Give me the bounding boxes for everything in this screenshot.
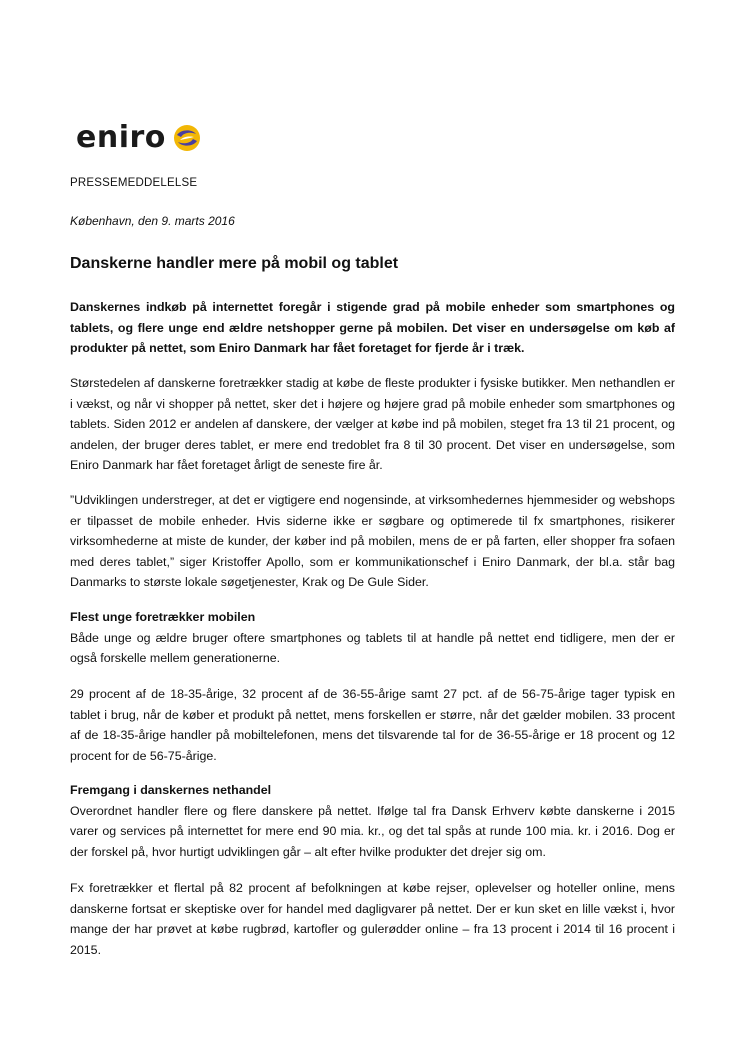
eniro-logo (76, 121, 202, 155)
body-paragraph-1: Størstedelen af danskerne foretrækker stadig at købe de fleste produkter i fysiske butikker. Men nethandlen er i vækst, og når vi shopper på nettet, sker det i højere og højere grad på mobile enheder som smartphones og tablets. Siden 2012 er andelen af danskere, der vælger at købe ind på mobilen, steget fra 13 til 21 procent, og andelen, der bruger deres tablet, er mere end tredoblet fra 8 til 30 procent. Det viser en undersøgelse, som Eniro Danmark har fået foretaget årligt de seneste fire år. (70, 376, 675, 472)
section-fremgang (70, 780, 675, 862)
section-heading: Fremgang i danskernes nethandel (70, 783, 272, 797)
section-paragraph: Både unge og ældre bruger oftere smartphones og tablets til at handle på nettet end tidligere, men der er også forskelle mellem generationerne. (70, 630, 675, 665)
section-flest-unge (70, 607, 675, 669)
section-paragraph-stats: 29 procent af de 18-35-årige, 32 procent af de 36-55-årige samt 27 pct. af de 56-75-årige tager typisk en tablet i brug, når de køber et produkt på nettet, mens forskellen er større, når det gælder mobilen. 33 procent af de 18-35-årige handler på mobiltelefonen, mens det tilsvarende tal for de 36-55-årige er 18 procent og 12 procent for de 56-75-årige. (70, 687, 675, 763)
page-title: Danskerne handler mere på mobil og tablet (70, 255, 399, 272)
lead-paragraph: Danskernes indkøb på internettet foregår i stigende grad på mobile enheder som smartphones og tablets, og flere unge end ældre netshopper gerne på mobilen. Det viser en undersøgelse om køb af produkter på nettet, som Eniro Danmark har fået foretaget for fjerde år i træk. (70, 300, 675, 355)
document-label: PRESSEMEDDELELSE (70, 177, 198, 189)
section-heading: Flest unge foretrækker mobilen (70, 610, 256, 624)
section-paragraph: Overordnet handler flere og flere danskere på nettet. Ifølge tal fra Dansk Erhverv købte danskerne i 2015 varer og services på internettet for mere end 90 mia. kr., og det tal spås at runde 100 mia. kr. i 2016. Dog er der forskel på, hvor hurtigt udviklingen går – alt efter hvilke produkter det drejer sig om. (70, 803, 675, 859)
eniro-logo-icon (172, 123, 202, 153)
section-paragraph-fx: Fx foretrækker et flertal på 82 procent af befolkningen at købe rejser, oplevelser og hoteller online, mens danskerne fortsat er skeptiske over for handel med dagligvarer på nettet. Der er kun sket en lille vækst i, hvor mange der har prøvet at købe rugbrød, kartofler og gulerødder online – fra 13 procent i 2014 til 16 procent i 2015. (70, 881, 675, 957)
body-paragraph-2: ”Udviklingen understreger, at det er vigtigere end nogensinde, at virksomhedernes hjemmesider og webshops er tilpasset de mobile enheder. Hvis siderne ikke er søgbare og optimerede til fx smartphones, risikerer virksomhederne at miste de kunder, der køber ind på mobilen, mens de er på farten, eller shopper fra sofaen med deres tablet,” siger Kristoffer Apollo, som er kommunikationschef i Eniro Danmark, der bl.a. står bag Danmarks to største lokale søgetjenester, Krak og De Gule Sider. (70, 493, 675, 589)
dateline: København, den 9. marts 2016 (70, 214, 235, 228)
logo-wordmark: eniro (76, 120, 166, 155)
